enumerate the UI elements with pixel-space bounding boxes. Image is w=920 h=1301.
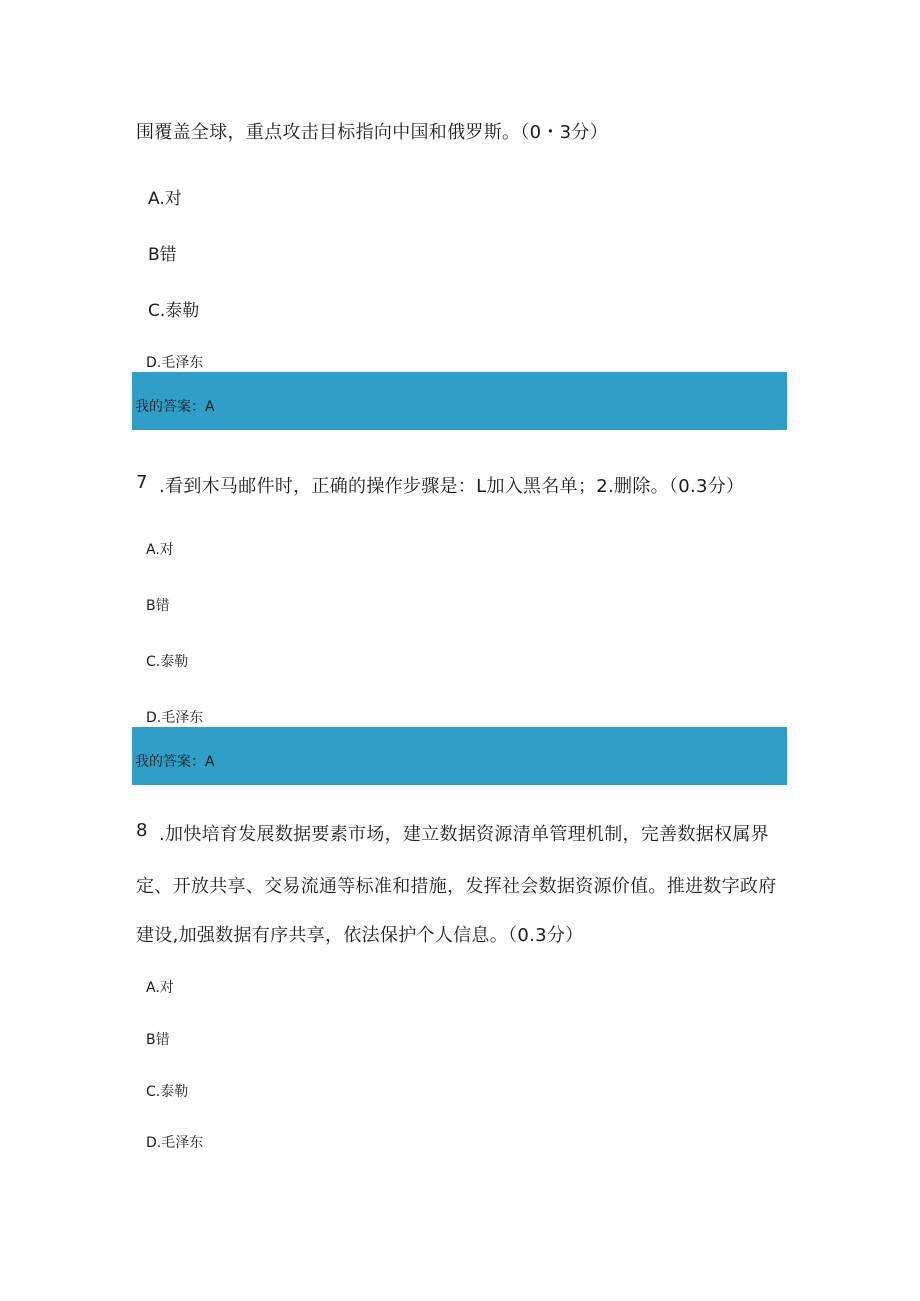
- question-7-option-d[interactable]: D.毛泽东: [146, 710, 204, 726]
- question-6-option-b[interactable]: B错: [148, 245, 177, 265]
- question-8-text-line-1: .加快培育发展数据要素市场，建立数据资源清单管理机制，完善数据权属界: [159, 824, 769, 845]
- question-7-option-c[interactable]: C.泰勒: [146, 654, 189, 670]
- question-7-option-a[interactable]: A.对: [146, 542, 174, 558]
- question-7-answer: 我的答案：A: [135, 754, 215, 770]
- question-8-option-a[interactable]: A.对: [146, 980, 174, 996]
- question-7-option-b[interactable]: B错: [146, 598, 170, 614]
- question-6-option-c[interactable]: C.泰勒: [148, 301, 200, 321]
- question-8-option-b[interactable]: B错: [146, 1032, 170, 1048]
- question-8-text-line-3: 建设,加强数据有序共享，依法保护个人信息。（0.3分）: [136, 925, 584, 946]
- question-7-number: 7: [136, 472, 148, 493]
- question-6-text: 围覆盖全球，重点攻击目标指向中国和俄罗斯。（0・3分）: [136, 122, 609, 143]
- question-6-answer: 我的答案：A: [135, 399, 215, 415]
- question-8-option-c[interactable]: C.泰勒: [146, 1084, 189, 1100]
- question-6-option-d[interactable]: D.毛泽东: [146, 355, 204, 371]
- question-7-text: .看到木马邮件时，正确的操作步骤是：L加入黑名单；2.删除。（0.3分）: [159, 476, 745, 497]
- question-6-answer-bar: [132, 372, 787, 430]
- question-6-option-a[interactable]: A.对: [148, 189, 182, 209]
- question-8-option-d[interactable]: D.毛泽东: [146, 1135, 204, 1151]
- question-8-number: 8: [136, 820, 148, 841]
- question-7-answer-bar: [132, 727, 787, 785]
- question-8-text-line-2: 定、开放共享、交易流通等标准和措施，发挥社会数据资源价值。推进数字政府: [136, 876, 777, 897]
